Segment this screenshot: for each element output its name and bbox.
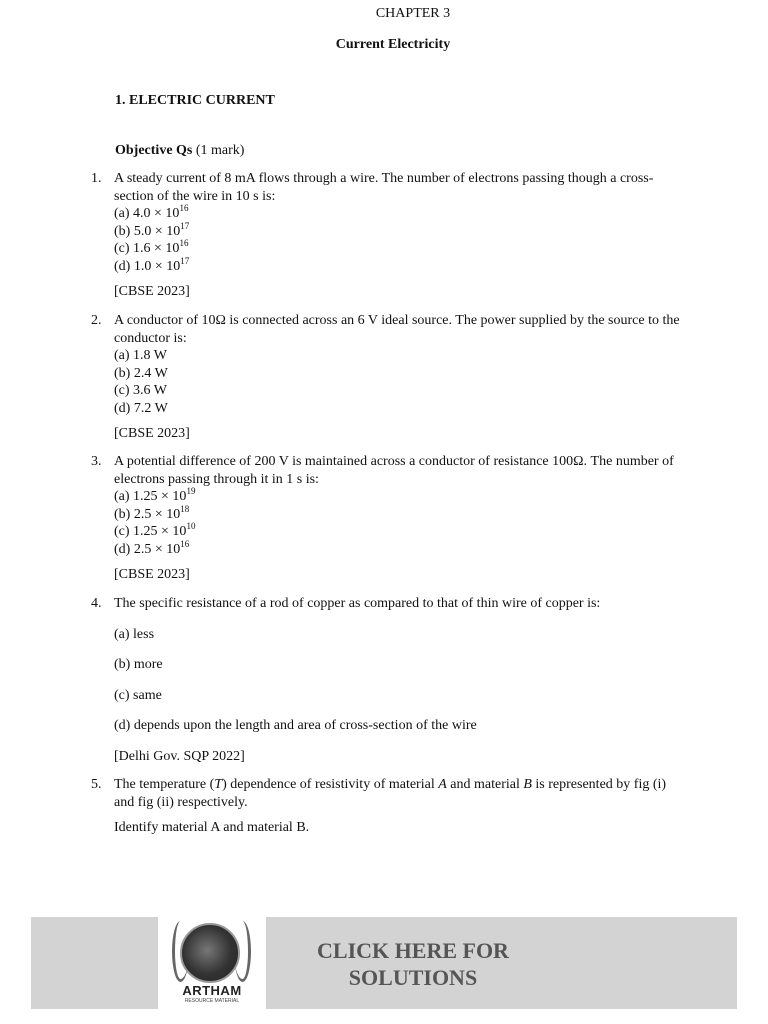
page-title: Current Electricity — [335, 37, 451, 52]
option-d: (d) depends upon the length and area of cross-section of the wire — [114, 718, 477, 733]
question-3 — [91, 453, 681, 584]
click-for-solutions-link[interactable] — [300, 937, 526, 991]
option-c: (c) same — [114, 687, 162, 703]
question-text: The temperature (T) dependence of resistivity of material A and material B is represented by fig (i) and fig (ii) respectively. — [114, 777, 667, 810]
logo-subtitle: RESOURCE MATERIAL — [184, 998, 240, 1004]
question-source: [CBSE 2023] — [114, 426, 190, 441]
cta-line-1: CLICK HERE FOR — [317, 938, 509, 963]
logo-name: ARTHAM — [182, 983, 242, 998]
question-followup: Identify material A and material B. — [114, 820, 310, 835]
question-source: [Delhi Gov. SQP 2022] — [114, 748, 245, 764]
option-b: (b) $2.5 \times 10^{18}$ — [114, 503, 190, 522]
question-number: 4. — [91, 596, 102, 611]
question-source: [CBSE 2023] — [114, 284, 190, 299]
chapter-label: CHAPTER 3 — [375, 6, 451, 21]
option-c: (c) $1.25 \times 10^{10}$ — [114, 521, 196, 539]
question-1 — [91, 170, 681, 301]
objective-marks: (1 mark) — [195, 143, 245, 158]
question-number: 3. — [91, 454, 102, 469]
option-b: (b) more — [114, 657, 163, 672]
objective-label: Objective Qs — [115, 143, 193, 158]
question-text: A steady current of 8 mA flows through a wire. The number of electrons passing though a cross-section of the wire in 10 s is: — [114, 171, 654, 204]
question-source: [CBSE 2023] — [114, 567, 190, 582]
option-a: (a) $4.0 \times 10^{16}$ — [114, 203, 189, 221]
question-2 — [91, 312, 681, 443]
option-b: (b) 2.4 W — [114, 365, 168, 381]
question-5 — [91, 776, 681, 837]
question-text: The specific resistance of a rod of copper as compared to that of thin wire of copper is: — [114, 596, 601, 611]
question-text: A potential difference of 200 V is maintained across a conductor of resistance 100Ω. The number of electrons passing through it in 1 s is: — [114, 454, 674, 487]
question-number: 1. — [91, 171, 102, 186]
option-a: (a) less — [114, 626, 155, 642]
question-number: 2. — [91, 313, 102, 328]
option-c: (c) 3.6 W — [114, 383, 167, 398]
option-b: (b) $5.0 \times 10^{17}$ — [114, 220, 190, 239]
question-number: 5. — [91, 777, 102, 792]
question-4 — [91, 595, 681, 765]
option-a: (a) $1.25 \times 10^{19}$ — [114, 486, 196, 504]
option-c: (c) $1.6 \times 10^{16}$ — [114, 238, 189, 256]
question-text: A conductor of 10Ω is connected across an 6 V ideal source. The power supplied by the source to the conductor is: — [114, 313, 680, 346]
objective-heading — [115, 143, 244, 159]
artham-logo — [158, 917, 266, 1012]
option-d: (d) $1.0 \times 10^{17}$ — [114, 255, 190, 274]
option-a: (a) 1.8 W — [114, 348, 167, 363]
cta-line-2: SOLUTIONS — [348, 965, 478, 990]
section-heading: 1. ELECTRIC CURRENT — [115, 93, 275, 108]
option-d: (d) $2.5 \times 10^{16}$ — [114, 538, 190, 557]
logo-emblem-icon — [180, 923, 240, 983]
option-d: (d) 7.2 W — [114, 400, 168, 416]
